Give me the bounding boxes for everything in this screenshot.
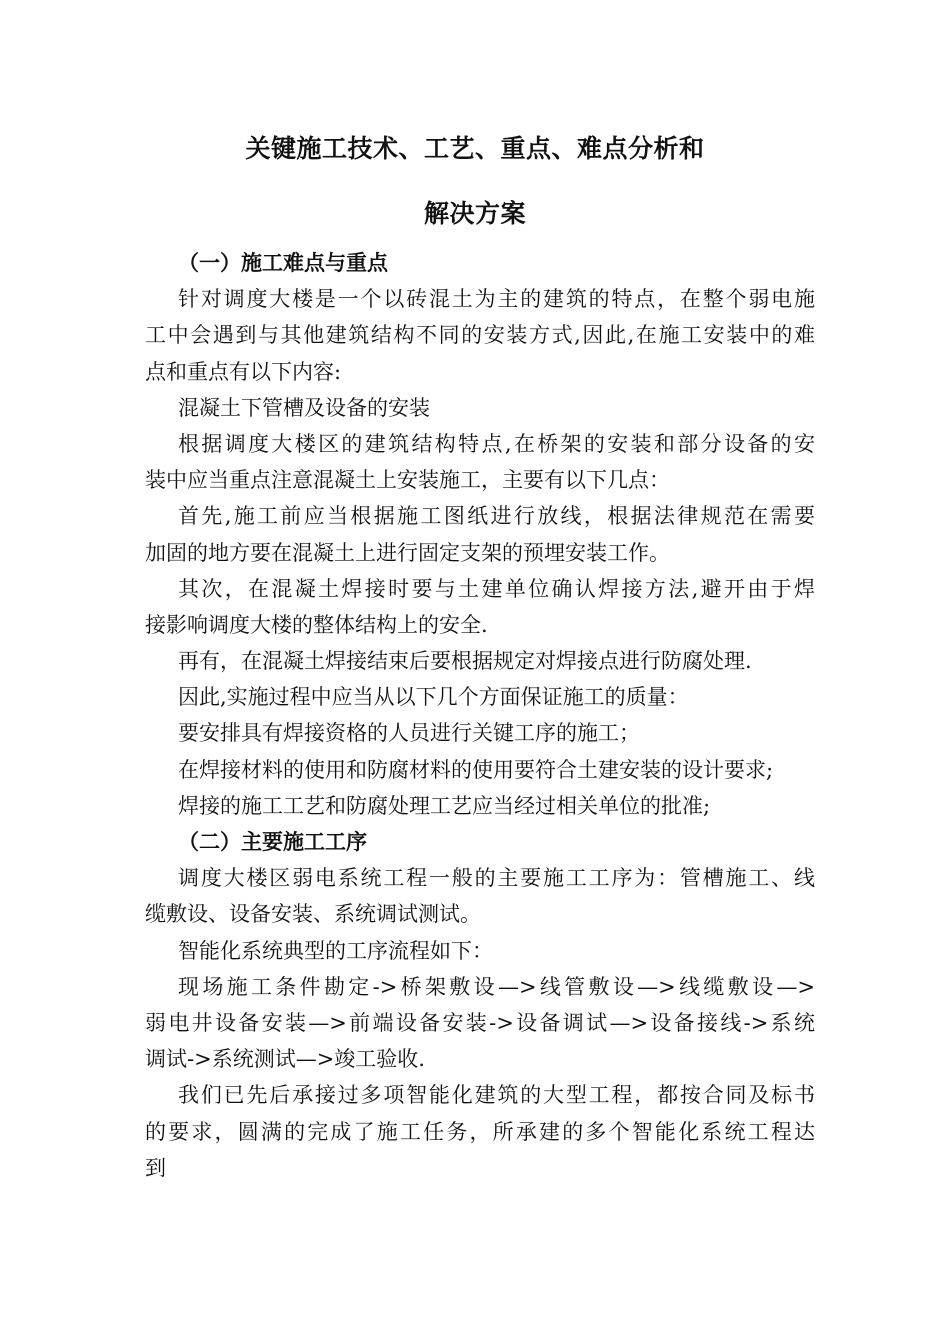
paragraph-line: 根据调度大楼区的建筑结构特点,在桥架的安装和部分设备的安 [178, 431, 815, 456]
section-heading-1: （一）施工难点与重点 [178, 250, 388, 275]
paragraph-line: 要安排具有焊接资格的人员进行关键工序的施工； [178, 721, 640, 746]
paragraph-line: 现场施工条件勘定->桥架敷设—>线管敷设—>线缆敷设—> [178, 974, 815, 999]
paragraph-line: 调试->系统测试—>竣工验收. [145, 1047, 425, 1072]
paragraph-line: 首先,施工前应当根据施工图纸进行放线，根据法律规范在需要 [178, 504, 815, 529]
paragraph-line: 加固的地方要在混凝土上进行固定支架的预埋安装工作。 [145, 540, 670, 565]
paragraph-line: 工中会遇到与其他建筑结构不同的安装方式,因此,在施工安装中的难 [145, 323, 815, 348]
paragraph-line: 弱电井设备安装—>前端设备安装->设备调试—>设备接线->系统 [145, 1010, 815, 1035]
document-title-line-2: 解决方案 [423, 199, 526, 228]
paragraph-line: 到 [145, 1155, 166, 1180]
document-body [145, 245, 815, 1186]
paragraph-line: 智能化系统典型的工序流程如下： [178, 938, 493, 963]
paragraph-line: 在焊接材料的使用和防腐材料的使用要符合土建安装的设计要求; [178, 757, 774, 782]
paragraph-line: 针对调度大楼是一个以砖混土为主的建筑的特点，在整个弱电施 [178, 287, 815, 312]
paragraph-line: 因此,实施过程中应当从以下几个方面保证施工的质量： [178, 685, 689, 710]
paragraph-line: 装中应当重点注意混凝土上安装施工，主要有以下几点： [145, 468, 670, 493]
paragraph-line: 接影响调度大楼的整体结构上的安全. [145, 612, 488, 637]
section-heading-2: （二）主要施工工序 [178, 829, 367, 854]
paragraph-line: 焊接的施工工艺和防腐处理工艺应当经过相关单位的批准; [178, 793, 711, 818]
paragraph-line: 缆敷设、设备安装、系统调试测试。 [145, 902, 481, 927]
document-title-line-1: 关键施工技术、工艺、重点、难点分析和 [245, 134, 705, 163]
paragraph-line: 的要求，圆满的完成了施工任务，所承建的多个智能化系统工程达 [145, 1119, 815, 1144]
paragraph-line: 混凝土下管槽及设备的安装 [178, 395, 430, 420]
paragraph-line: 我们已先后承接过多项智能化建筑的大型工程，都按合同及标书 [178, 1083, 815, 1108]
paragraph-line: 点和重点有以下内容: [145, 359, 342, 384]
paragraph-line: 其次，在混凝土焊接时要与土建单位确认焊接方法,避开由于焊 [178, 576, 815, 601]
paragraph-line: 调度大楼区弱电系统工程一般的主要施工工序为：管槽施工、线 [178, 866, 815, 891]
paragraph-line: 再有，在混凝土焊接结束后要根据规定对焊接点进行防腐处理. [178, 649, 752, 674]
